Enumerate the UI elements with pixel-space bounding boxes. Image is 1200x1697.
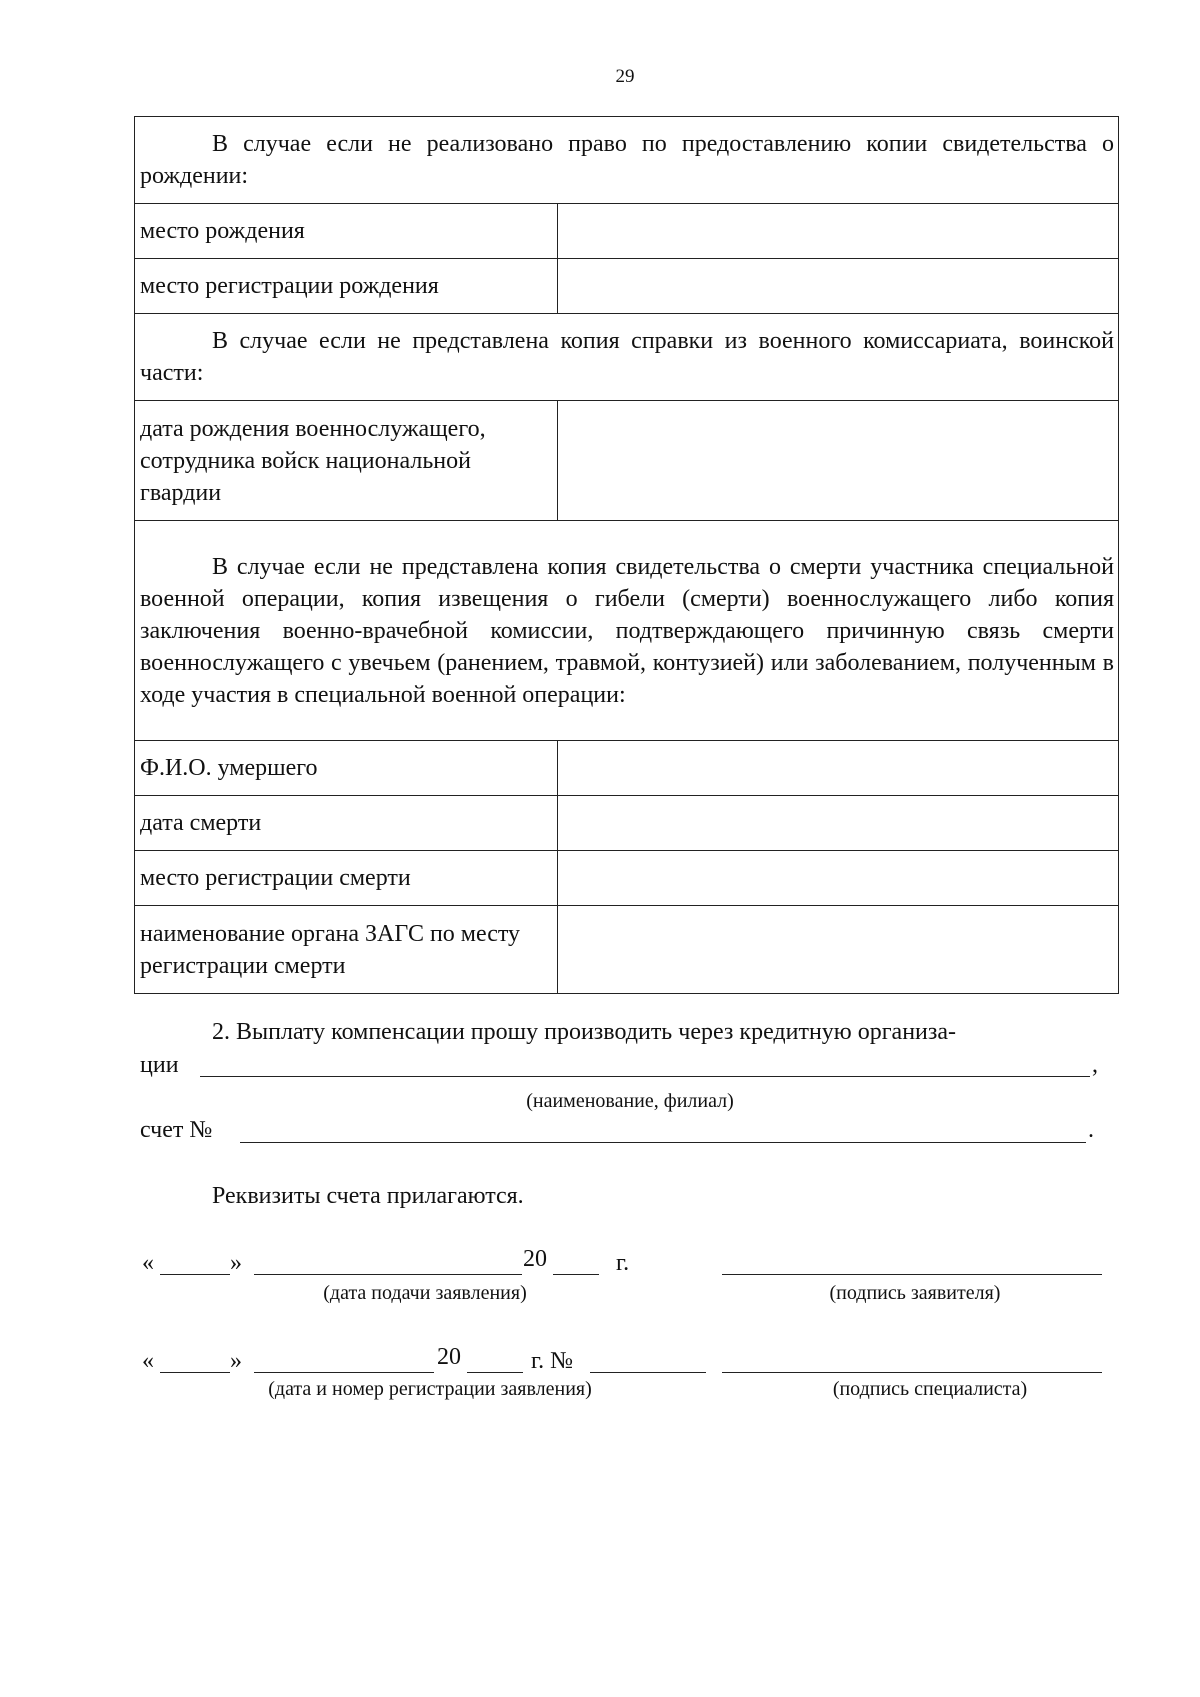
table-row xyxy=(135,851,1119,906)
bank-name-line[interactable] xyxy=(200,1076,1090,1077)
applicant-caption: (подпись заявителя) xyxy=(829,1282,1001,1304)
field-label: наименование органа ЗАГС по месту регистрации смерти xyxy=(135,906,558,994)
field-label: дата рождения военнослужащего, сотрудника войск национальной гвардии xyxy=(135,401,558,521)
day-line[interactable] xyxy=(160,1274,230,1275)
year-suffix: г. xyxy=(616,1250,630,1276)
birth-place-field[interactable] xyxy=(558,204,1119,259)
attachment-note: Реквизиты счета прилагаются. xyxy=(212,1183,524,1209)
specialist-caption: (подпись специалиста) xyxy=(832,1378,1028,1400)
year-line[interactable] xyxy=(553,1274,599,1275)
quote-open: « xyxy=(142,1250,154,1276)
table-row xyxy=(135,401,1119,521)
payment-paragraph-continuation: ции xyxy=(140,1052,179,1078)
line-end-comma: , xyxy=(1092,1052,1098,1078)
page-number: 29 xyxy=(615,66,635,87)
day-line[interactable] xyxy=(160,1372,230,1373)
death-date-field[interactable] xyxy=(558,796,1119,851)
year-prefix: 20 xyxy=(523,1246,547,1272)
account-number-line[interactable] xyxy=(240,1142,1086,1143)
registration-caption: (дата и номер регистрации заявления) xyxy=(268,1378,592,1400)
section-3-note-row xyxy=(135,521,1119,741)
registration-number-line[interactable] xyxy=(590,1372,706,1373)
deceased-name-field[interactable] xyxy=(558,741,1119,796)
field-label: место рождения xyxy=(135,204,558,259)
applicant-signature-line[interactable] xyxy=(722,1274,1102,1275)
field-label: Ф.И.О. умершего xyxy=(135,741,558,796)
section-note: В случае если не представлена копия справки из военного комиссариата, воинской части: xyxy=(135,314,1119,401)
month-line[interactable] xyxy=(254,1274,522,1275)
section-2-note-row xyxy=(135,314,1119,401)
payment-paragraph: 2. Выплату компенсации прошу производить через кредитную организа- xyxy=(212,1019,957,1045)
year-line[interactable] xyxy=(467,1372,523,1373)
year-prefix: 20 xyxy=(437,1344,461,1370)
year-suffix-number: г. № xyxy=(531,1348,574,1374)
form-table xyxy=(134,116,1119,994)
quote-close: » xyxy=(230,1250,242,1276)
quote-close: » xyxy=(230,1348,242,1374)
table-row xyxy=(135,204,1119,259)
table-row xyxy=(135,259,1119,314)
field-label: место регистрации рождения xyxy=(135,259,558,314)
birth-registration-place-field[interactable] xyxy=(558,259,1119,314)
date-caption: (дата подачи заявления) xyxy=(323,1282,527,1304)
field-label: дата смерти xyxy=(135,796,558,851)
quote-open: « xyxy=(142,1348,154,1374)
serviceman-birth-date-field[interactable] xyxy=(558,401,1119,521)
line-end-period: . xyxy=(1088,1117,1094,1143)
section-note: В случае если не реализовано право по предоставлению копии свидетельства о рождении: xyxy=(135,117,1119,204)
table-row xyxy=(135,796,1119,851)
account-label: счет № xyxy=(140,1117,213,1143)
field-label: место регистрации смерти xyxy=(135,851,558,906)
specialist-signature-line[interactable] xyxy=(722,1372,1102,1373)
month-line[interactable] xyxy=(254,1372,434,1373)
registry-office-name-field[interactable] xyxy=(558,906,1119,994)
table-row xyxy=(135,741,1119,796)
section-note: В случае если не представлена копия свидетельства о смерти участника специальной военной операции, копия извещения о гибели (смерти) военнослужащего либо копия заключения военно-врачебной комиссии, подтверждающего причинную связь смерти военнослужащего с увечьем (ранением, травмой, контузией) или заболеванием, полученным в ходе участия в специальной военной операции: xyxy=(135,521,1119,741)
bank-caption: (наименование, филиал) xyxy=(526,1090,734,1112)
table-row xyxy=(135,906,1119,994)
section-1-note-row xyxy=(135,117,1119,204)
death-registration-place-field[interactable] xyxy=(558,851,1119,906)
